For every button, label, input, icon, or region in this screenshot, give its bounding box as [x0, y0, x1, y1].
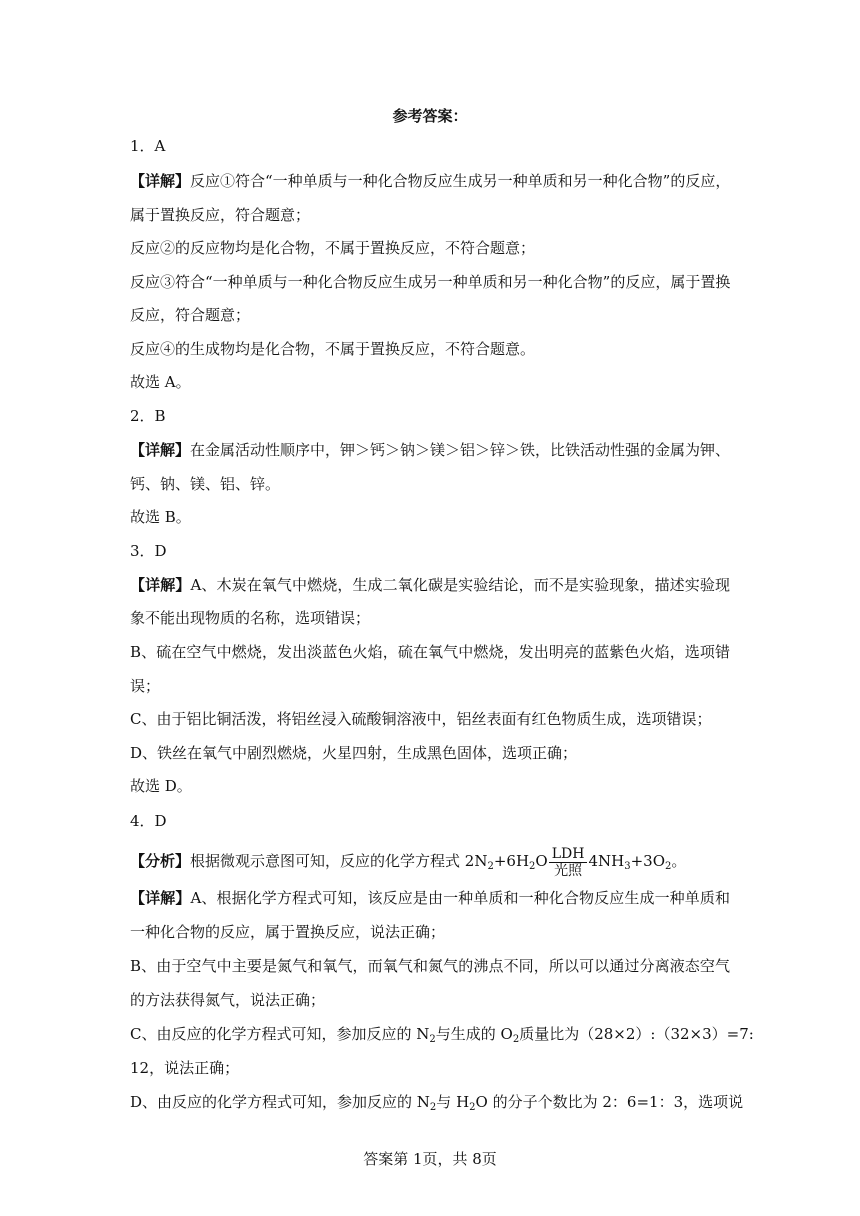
- explanation-line: [130, 1092, 744, 1113]
- explanation-line: 钙、钠、镁、铝、锌。: [130, 475, 281, 493]
- subscript: 3: [624, 861, 631, 872]
- text: O: [535, 852, 548, 870]
- explanation-line: [130, 575, 730, 595]
- text: +3O: [630, 852, 666, 870]
- reaction-condition: [549, 846, 588, 879]
- explanation-line: 误；: [130, 677, 161, 695]
- subscript: 2: [487, 861, 494, 872]
- subscript: 2: [429, 1102, 437, 1113]
- explanation-line: 反应，符合题意；: [130, 306, 251, 324]
- analysis-line: [130, 843, 730, 883]
- text: 与 H: [436, 1093, 470, 1111]
- explanation-line: [130, 1024, 754, 1045]
- explanation-line: 象不能出现物质的名称，选项错误；: [130, 609, 371, 627]
- answer-2: 2．B: [130, 407, 166, 425]
- explanation-line: C、由于铝比铜活泼，将铝丝浸入硫酸铜溶液中，铝丝表面有红色物质生成，选项错误；: [130, 710, 712, 728]
- explanation-line: 12，说法正确；: [130, 1059, 240, 1077]
- answer-1: 1．A: [130, 137, 166, 155]
- explanation-line: B、由于空气中主要是氮气和氧气，而氧气和氮气的沸点不同，所以可以通过分离液态空气: [130, 957, 730, 975]
- text: 质量比为（28×2）:（32×3）=7:: [519, 1025, 754, 1043]
- explanation-line: [130, 888, 730, 908]
- explanation-line: 一种化合物的反应，属于置换反应，说法正确；: [130, 923, 446, 941]
- explanation-line: 属于置换反应，符合题意；: [130, 206, 311, 224]
- subscript: 2: [529, 861, 536, 872]
- text: 与生成的 O: [435, 1025, 513, 1043]
- subscript: 2: [469, 1102, 476, 1113]
- detail-tag: 【详解】: [130, 576, 191, 594]
- text: D、由反应的化学方程式可知，参加反应的 N: [130, 1093, 430, 1111]
- explanation-line: [130, 440, 730, 460]
- text: 根据微观示意图可知，反应的化学方程式 2N: [190, 852, 488, 870]
- answer-4: 4．D: [130, 812, 167, 830]
- answer-3: 3．D: [130, 542, 167, 560]
- condition-label: 光照: [554, 862, 583, 879]
- explanation-line: 反应④的生成物均是化合物，不属于置换反应，不符合题意。: [130, 340, 536, 358]
- explanation-line: D、铁丝在氧气中剧烈燃烧，火星四射，生成黑色固体，选项正确；: [130, 744, 578, 762]
- explanation-line: [130, 171, 730, 191]
- text: 。: [671, 852, 687, 870]
- text: 4NH: [588, 852, 625, 870]
- page-footer: 答案第 1页，共 8页: [363, 1150, 497, 1168]
- analysis-tag: 【分析】: [130, 852, 191, 870]
- conclusion-line: 故选 D。: [130, 777, 192, 795]
- catalyst-label: LDH: [549, 846, 588, 863]
- text: O 的分子个数比为 2：6=1：3，选项说: [475, 1093, 744, 1111]
- text: +6H: [493, 852, 530, 870]
- subscript: 2: [429, 1034, 436, 1045]
- subscript: 2: [665, 861, 672, 872]
- conclusion-line: 故选 B。: [130, 508, 191, 526]
- text: 在金属活动性顺序中，钾＞钙＞钠＞镁＞铝＞锌＞铁，比铁活动性强的金属为钾、: [190, 441, 731, 459]
- conclusion-line: 故选 A。: [130, 373, 191, 391]
- detail-tag: 【详解】: [130, 889, 191, 907]
- subscript: 2: [512, 1034, 520, 1045]
- text: 反应①符合“一种单质与一种化合物反应生成另一种单质和另一种化合物”的反应，: [190, 172, 731, 190]
- detail-tag: 【详解】: [130, 441, 191, 459]
- text: C、由反应的化学方程式可知，参加反应的 N: [130, 1025, 430, 1043]
- explanation-line: 反应②的反应物均是化合物，不属于置换反应，不符合题意；: [130, 239, 536, 257]
- explanation-line: B、硫在空气中燃烧，发出淡蓝色火焰，硫在氧气中燃烧，发出明亮的蓝紫色火焰，选项错: [130, 643, 730, 661]
- explanation-line: 反应③符合“一种单质与一种化合物反应生成另一种单质和另一种化合物”的反应，属于置换: [130, 273, 731, 291]
- explanation-line: 的方法获得氮气，说法正确；: [130, 991, 326, 1009]
- text: A、木炭在氧气中燃烧，生成二氧化碳是实验结论，而不是实验现象，描述实验现: [190, 576, 730, 594]
- detail-tag: 【详解】: [130, 172, 191, 190]
- text: A、根据化学方程式可知，该反应是由一种单质和一种化合物反应生成一种单质和: [190, 889, 730, 907]
- page-title: 参考答案：: [392, 107, 468, 125]
